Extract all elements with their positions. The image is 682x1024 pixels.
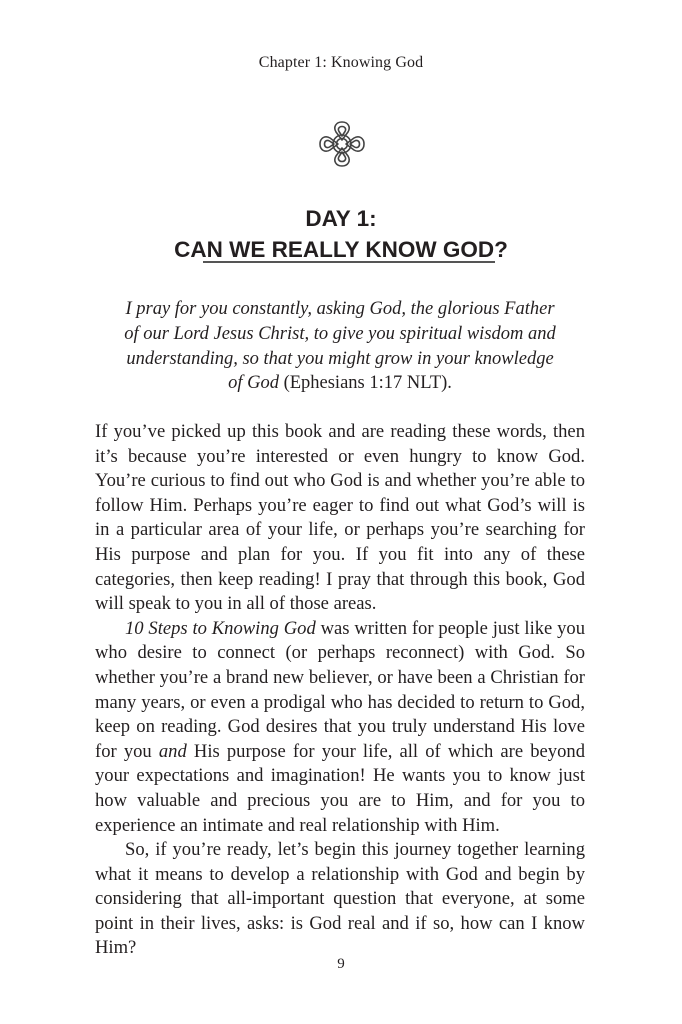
paragraph-1: If you’ve picked up this book and are reading these words, then it’s because you’re interested or even hungry to know God. You’re curious to find out who God is and whether you’re able to follow Him. Perhaps you’re eager to find out what God’s will is in a particular area of your life, or perhaps you’re searching for His purpose and plan for you. If you fit into any of these categories, then keep reading! I pray that through this book, God will speak to you in all of those areas.	[95, 421, 585, 615]
celtic-cross-knot-icon	[316, 118, 368, 170]
paragraph-2	[95, 617, 585, 838]
epigraph	[120, 297, 560, 396]
epigraph-quote: I pray for you constantly, asking God, the glorious Father of our Lord Jesus Christ, to give you spiritual wisdom and understanding, so that you might grow in your knowledge of God	[124, 299, 556, 394]
title-underline	[203, 261, 495, 263]
page-number: 9	[337, 956, 345, 972]
body-text	[95, 420, 585, 961]
paragraph-2-text-a: was written for people just like you who desire to connect (or perhaps reconnect) with God. So whether you’re a brand new believer, or have been a Christian for many years, or even a prodigal who has decided to return to God, keep on reading. God desires that you truly understand His love for you	[95, 617, 585, 762]
paragraph-3: So, if you’re ready, let’s begin this journey together learning what it means to develop a relationship with God and begin by considering that all-important question that everyone, at some point in their lives, asks: is God real and if so, how can I know Him?	[95, 839, 585, 959]
emphasis-and: and	[158, 740, 187, 762]
paragraph-2-text-b: His purpose for your life, all of which are beyond your expectations and imagination! He wants you to know just how valuable and precious you are to Him, and for you to experience an intimate and real relationship with Him.	[95, 740, 585, 836]
chapter-title-question: CAN WE REALLY KNOW GOD?	[174, 237, 508, 262]
chapter-title	[0, 203, 682, 265]
epigraph-citation: (Ephesians 1:17 NLT).	[278, 373, 452, 394]
book-title: 10 Steps to Knowing God	[125, 617, 316, 639]
chapter-title-day: DAY 1:	[305, 206, 377, 231]
running-head: Chapter 1: Knowing God	[258, 54, 424, 71]
